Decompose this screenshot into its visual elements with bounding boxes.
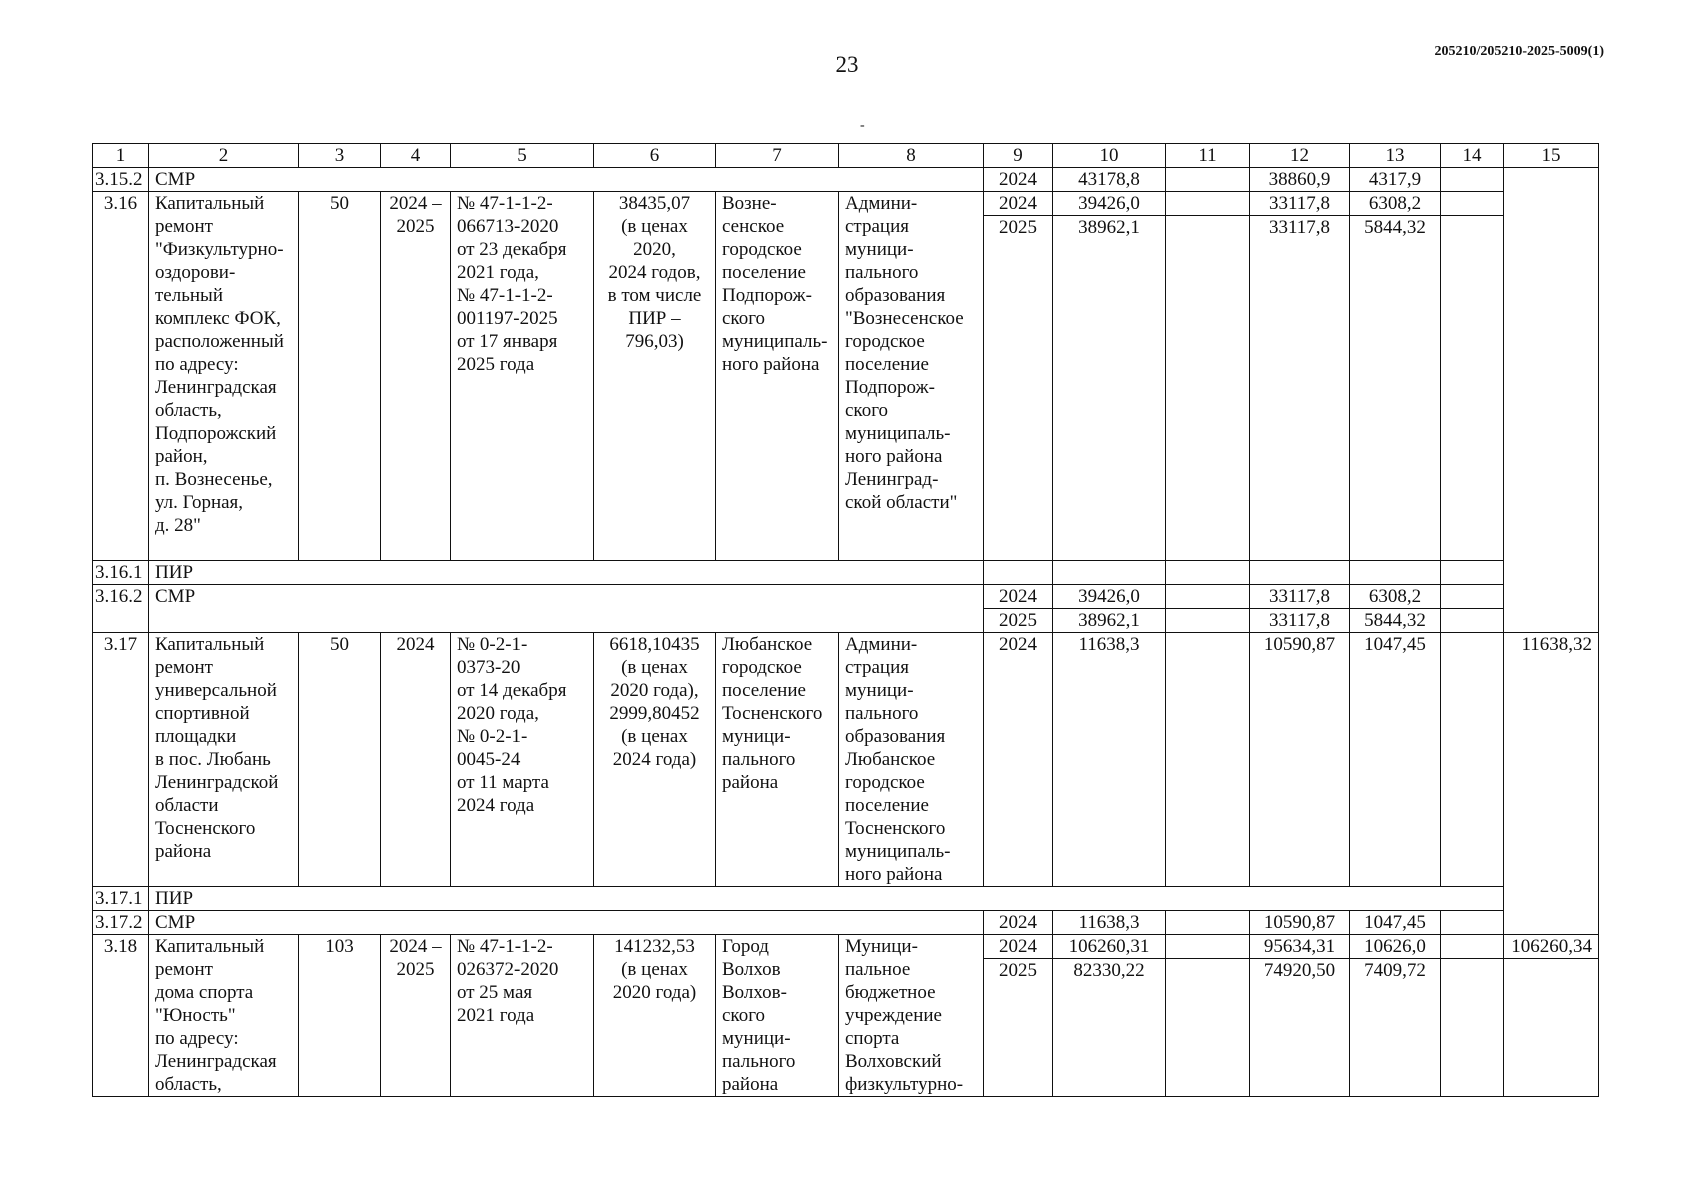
empty-cell <box>1350 561 1441 585</box>
regional-budget-cell: 33117,8 <box>1250 609 1350 633</box>
local-budget-cell <box>1350 192 1441 561</box>
cost-cell: 141232,53 (в ценах 2020 года) <box>594 935 716 1097</box>
table-row <box>93 561 1599 585</box>
year-cell: 2024 <box>984 911 1053 935</box>
empty-cell <box>1166 561 1250 585</box>
cost-cell: 6618,10435 (в ценах 2020 года), 2999,80452 (в ценах 2024 года) <box>594 633 716 887</box>
total-amount-cell <box>1504 935 1599 1097</box>
table-row <box>93 633 1599 887</box>
total-cell: 43178,8 <box>1053 168 1166 192</box>
row-id: 3.15.2 <box>93 168 149 192</box>
empty-cell <box>1250 561 1350 585</box>
column-number: 8 <box>839 144 984 168</box>
empty-cell <box>1441 609 1504 633</box>
object-id: 3.18 <box>93 935 149 1097</box>
row-id: 3.17.2 <box>93 911 149 935</box>
regional-budget-cell <box>1250 935 1350 1097</box>
capacity-cell: 50 <box>299 192 381 561</box>
customer-cell: Админи- страция муници- пального образования "Вознесенское городское поселение Подпорож- ского муниципаль- ного района Ленинград- ской области" <box>839 192 984 561</box>
municipality-cell: Любанское городское поселение Тосненского муници- пального района <box>716 633 839 887</box>
row-id: 3.16.2 <box>93 585 149 633</box>
customer-cell: Муници- пальное бюджетное учреждение спорта Волховский физкультурно- <box>839 935 984 1097</box>
year-cell: 2024 <box>984 633 1053 887</box>
regional-budget-value: 33117,8 <box>1268 217 1331 238</box>
table-row <box>93 168 1599 192</box>
stray-mark: - <box>860 118 865 133</box>
local-budget-cell: 5844,32 <box>1350 609 1441 633</box>
expertise-cell: № 47-1-1-2- 066713-2020 от 23 декабря 2021 года, № 47-1-1-2- 001197-2025 от 17 января 2025 года <box>451 192 594 561</box>
regional-budget-cell: 38860,9 <box>1250 168 1350 192</box>
table-row <box>93 911 1599 935</box>
year-value: 2024 <box>984 935 1052 959</box>
total-cell: 11638,3 <box>1053 633 1166 887</box>
local-budget-cell: 1047,45 <box>1350 911 1441 935</box>
total-value: 39426,0 <box>1053 192 1165 216</box>
local-budget-value: 6308,2 <box>1350 192 1440 216</box>
column-number: 4 <box>381 144 451 168</box>
customer-cell: Админи- страция муници- пального образования Любанское городское поселение Тосненского муниципаль- ного района <box>839 633 984 887</box>
empty-cell <box>1053 561 1166 585</box>
local-budget-value: 7409,72 <box>1364 960 1426 981</box>
empty-cell <box>1441 935 1504 1097</box>
total-cell: 39426,0 <box>1053 585 1166 609</box>
regional-budget-cell <box>1250 192 1350 561</box>
column-number: 15 <box>1504 144 1599 168</box>
total-value: 82330,22 <box>1073 960 1145 981</box>
municipality-cell: Город Волхов Волхов- ского муници- пального района <box>716 935 839 1097</box>
total-cell <box>1053 935 1166 1097</box>
table-row <box>93 935 1599 1097</box>
empty-cell <box>1166 911 1250 935</box>
row-label: ПИР <box>149 561 984 585</box>
empty-cell <box>1166 633 1250 887</box>
row-label: СМР <box>149 585 984 633</box>
year-cell <box>984 935 1053 1097</box>
empty-cell <box>1441 561 1504 585</box>
year-cell: 2024 <box>984 585 1053 609</box>
empty-cell <box>1441 168 1504 192</box>
capacity-cell: 50 <box>299 633 381 887</box>
period-cell: 2024 – 2025 <box>381 192 451 561</box>
row-label: ПИР <box>149 887 1504 911</box>
empty-cell <box>984 561 1053 585</box>
empty-cell <box>1441 911 1504 935</box>
row-label: СМР <box>149 911 984 935</box>
row-id: 3.17.1 <box>93 887 149 911</box>
empty-cell <box>1166 192 1250 561</box>
local-budget-cell: 1047,45 <box>1350 633 1441 887</box>
column-number: 12 <box>1250 144 1350 168</box>
regional-budget-value: 33117,8 <box>1250 192 1349 216</box>
column-number: 10 <box>1053 144 1166 168</box>
column-number: 13 <box>1350 144 1441 168</box>
object-id: 3.17 <box>93 633 149 887</box>
column-number: 2 <box>149 144 299 168</box>
empty-cell <box>1166 609 1250 633</box>
empty-cell <box>1504 168 1599 633</box>
object-name: Капитальный ремонт универсальной спортивной площадки в пос. Любань Ленинградской области Тосненского района <box>149 633 299 887</box>
year-value: 2025 <box>999 960 1037 981</box>
total-value: 38962,1 <box>1078 217 1140 238</box>
object-id: 3.16 <box>93 192 149 561</box>
column-number: 11 <box>1166 144 1250 168</box>
period-cell: 2024 – 2025 <box>381 935 451 1097</box>
empty-cell <box>1441 585 1504 609</box>
row-id: 3.16.1 <box>93 561 149 585</box>
total-value: 106260,31 <box>1053 935 1165 959</box>
column-number: 9 <box>984 144 1053 168</box>
empty-cell <box>1441 192 1504 561</box>
local-budget-cell: 6308,2 <box>1350 585 1441 609</box>
total-cell <box>1053 192 1166 561</box>
table-row <box>93 192 1599 561</box>
local-budget-cell: 4317,9 <box>1350 168 1441 192</box>
row-label: СМР <box>149 168 984 192</box>
total-cell: 11638,3 <box>1053 911 1166 935</box>
year-cell: 2024 <box>984 168 1053 192</box>
empty-cell <box>1441 633 1504 887</box>
year-cell <box>984 192 1053 561</box>
regional-budget-cell: 33117,8 <box>1250 585 1350 609</box>
total-amount-cell: 11638,32 <box>1504 633 1599 935</box>
regional-budget-value: 95634,31 <box>1250 935 1349 959</box>
column-number: 5 <box>451 144 594 168</box>
local-budget-value: 5844,32 <box>1364 217 1426 238</box>
year-value: 2024 <box>984 192 1052 216</box>
expertise-cell: № 47-1-1-2- 026372-2020 от 25 мая 2021 года <box>451 935 594 1097</box>
regional-budget-value: 74920,50 <box>1263 960 1336 981</box>
year-value: 2025 <box>999 217 1037 238</box>
regional-budget-cell: 10590,87 <box>1250 911 1350 935</box>
document-id: 205210/205210-2025-5009(1) <box>1434 44 1604 59</box>
column-number: 14 <box>1441 144 1504 168</box>
empty-cell <box>1166 168 1250 192</box>
local-budget-cell <box>1350 935 1441 1097</box>
column-number: 3 <box>299 144 381 168</box>
municipality-cell: Возне- сенское городское поселение Подпорож- ского муниципаль- ного района <box>716 192 839 561</box>
program-table <box>92 143 1599 1097</box>
table-row <box>93 585 1599 609</box>
column-number: 1 <box>93 144 149 168</box>
table-row <box>93 887 1599 911</box>
total-cell: 38962,1 <box>1053 609 1166 633</box>
expertise-cell: № 0-2-1- 0373-20 от 14 декабря 2020 года, № 0-2-1- 0045-24 от 11 марта 2024 года <box>451 633 594 887</box>
object-name: Капитальный ремонт дома спорта "Юность" по адресу: Ленинградская область, <box>149 935 299 1097</box>
empty-cell <box>1166 935 1250 1097</box>
regional-budget-cell: 10590,87 <box>1250 633 1350 887</box>
empty-cell <box>1166 585 1250 609</box>
total-amount-value: 106260,34 <box>1504 935 1598 959</box>
column-number-row <box>93 144 1599 168</box>
column-number: 7 <box>716 144 839 168</box>
object-name: Капитальный ремонт "Физкультурно- оздорови- тельный комплекс ФОК, расположенный по адресу: Ленинградская область, Подпорожский район, п. Вознесенье, ул. Горная, д. 28" <box>149 192 299 561</box>
year-cell: 2025 <box>984 609 1053 633</box>
capacity-cell: 103 <box>299 935 381 1097</box>
cost-cell: 38435,07 (в ценах 2020, 2024 годов, в том числе ПИР – 796,03) <box>594 192 716 561</box>
column-number: 6 <box>594 144 716 168</box>
page-number: 23 <box>835 52 859 77</box>
local-budget-value: 10626,0 <box>1350 935 1440 959</box>
period-cell: 2024 <box>381 633 451 887</box>
